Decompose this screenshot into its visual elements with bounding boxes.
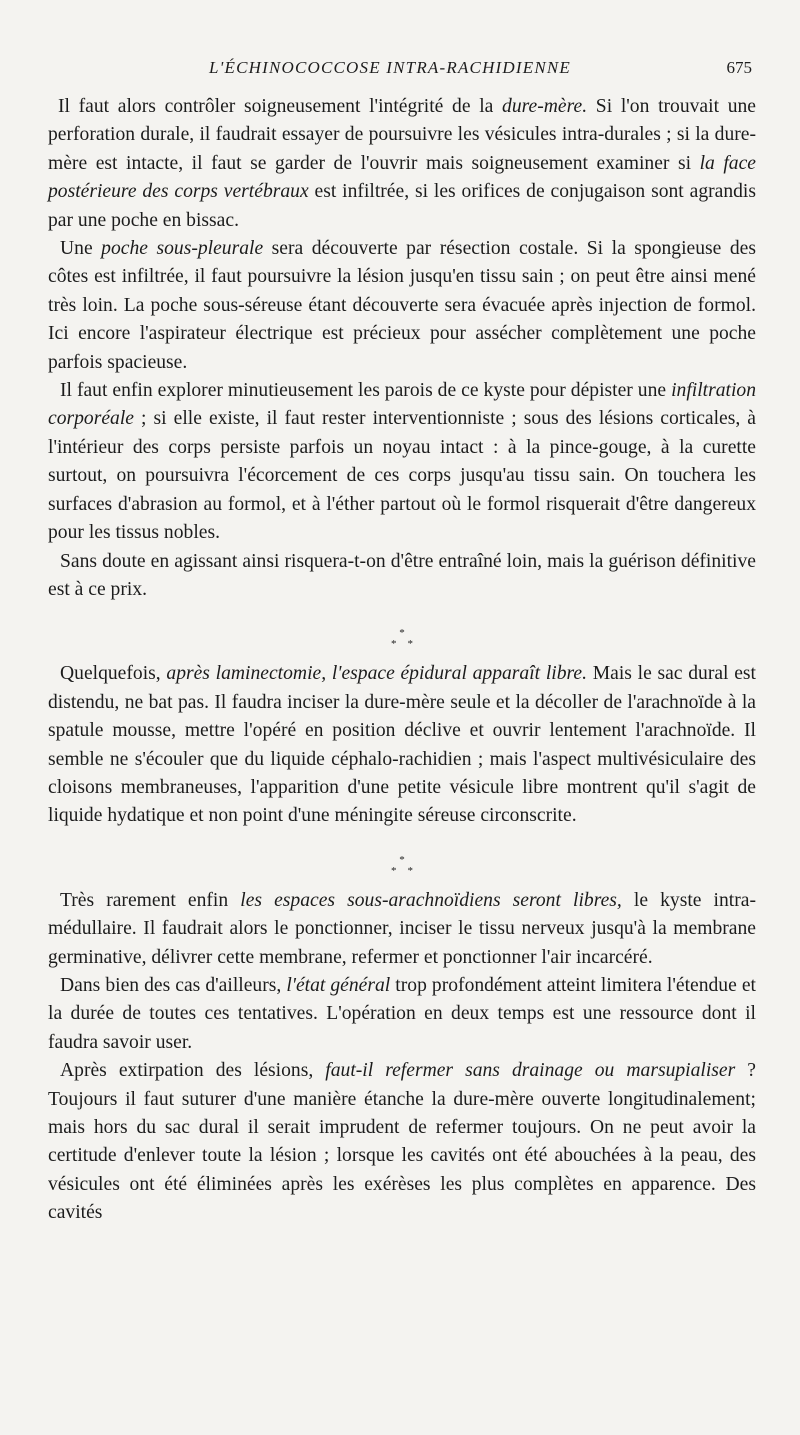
italic-phrase: l'état général — [286, 974, 391, 996]
running-title: L'ÉCHINOCOCCOSE INTRA-RACHIDIENNE — [209, 58, 571, 77]
separator-star: * — [399, 627, 405, 640]
body-text — [48, 93, 756, 1228]
italic-phrase: infiltration corporéale — [48, 380, 756, 430]
text-run: trop profondément atteint limitera l'étendue et la durée de toutes ces tentatives. L'opération en deux temps est une ressource dont il faudra savoir user. — [48, 974, 756, 1053]
text-run: Après extirpation des lésions, — [60, 1060, 326, 1082]
paragraph — [48, 1057, 756, 1227]
text-run: sera découverte par résection costale. Si la spongieuse des côtes est infiltrée, il faut poursuivre la lésion jusqu'en tissu sain ; on peut être ainsi mené très loin. La poche sous-séreuse étant découverte sera évacuée après injection de formol. Ici encore l'aspirateur électrique est précieux pour assécher complètement une poche parfois spacieuse. — [48, 238, 756, 373]
text-run: Mais le sac dural est distendu, ne bat pas. Il faudra inciser la dure-mère seule et la décoller de l'arachnoïde à la spatule mousse, mettre l'opéré en position déclive et ouvrir lentement l'arachnoïde. Il semble ne s'écouler que du liquide céphalo-rachidien ; mais l'aspect multivésiculaire des cloisons membraneuses, l'apparition d'une petite vésicule libre montrent qu'il s'agit de liquide hydatique et non point d'une méningite séreuse circonscrite. — [48, 663, 756, 827]
separator-star: * — [399, 853, 405, 866]
page-number: 675 — [726, 58, 752, 77]
text-run: Il faut alors contrôler soigneusement l'intégrité de la — [58, 96, 503, 117]
paragraph — [48, 93, 756, 235]
italic-phrase: faut-il refermer sans drainage ou marsupialiser — [325, 1060, 736, 1082]
text-run: le kyste intra-médullaire. Il faudrait alors le ponctionner, inciser le tissu nerveux jusqu'à la membrane germinative, délivrer cette membrane, refermer et ponctionner l'air incarcéré. — [48, 889, 756, 968]
italic-phrase: les espaces sous-arachnoïdiens seront libres, — [240, 889, 622, 911]
italic-phrase: poche sous-pleurale — [101, 238, 264, 260]
page-header — [0, 58, 800, 88]
italic-phrase: la face postérieure des corps vertébraux — [48, 152, 756, 203]
section-separator — [48, 831, 756, 887]
paragraph — [48, 660, 756, 830]
paragraph — [48, 887, 756, 972]
text-run: Quelquefois, — [60, 663, 167, 685]
paragraph — [48, 377, 756, 547]
separator-stars-pair: * * — [391, 638, 413, 651]
text-run: Une — [60, 238, 102, 260]
separator-stars-pair: * * — [391, 864, 413, 877]
paragraph — [48, 972, 756, 1057]
text-run: Il faut enfin explorer minutieusement les parois de ce kyste pour dépister une — [60, 380, 672, 402]
section-separator — [48, 604, 756, 660]
text-run: Dans bien des cas d'ailleurs, — [60, 974, 287, 996]
paragraph — [48, 235, 756, 377]
paragraph — [48, 548, 756, 605]
text-run: Très rarement enfin — [60, 889, 241, 911]
italic-phrase: après laminectomie, l'espace épidural apparaît libre. — [166, 663, 587, 685]
text-run: ? Toujours il faut suturer d'une manière étanche la dure-mère ouverte longitudinalement; mais hors du sac dural il serait imprudent de refermer toujours. On ne peut avoir la certitude d'enlever toute la lésion ; lorsque les cavités ont été abouchées à la peau, des vésicules ont été éliminées après les exérèses les plus complètes en apparence. Des cavités — [48, 1060, 756, 1224]
text-run: est infiltrée, si les orifices de conjugaison sont agrandis par une poche en bissac. — [48, 181, 756, 231]
text-run: Si l'on trouvait une perforation durale, il faudrait essayer de poursuivre les vésicules intra-durales ; si la dure-mère est intacte, il faut se garder de l'ouvrir mais soigneusement examiner si — [48, 96, 756, 174]
text-run: ; si elle existe, il faut rester interventionniste ; sous des lésions corticales, à l'intérieur des corps persiste parfois un noyau intact : à la pince-gouge, à la curette surtout, on poursuivra l'écorcement de ces corps jusqu'au tissu sain. On touchera les surfaces d'abrasion au formol, et à l'éther partout où le formol risquerait d'être dangereux pour les tissus nobles. — [48, 408, 756, 544]
text-run: Sans doute en agissant ainsi risquera-t-on d'être entraîné loin, mais la guérison définitive est à ce prix. — [48, 550, 756, 600]
italic-phrase: dure-mère. — [502, 96, 588, 117]
